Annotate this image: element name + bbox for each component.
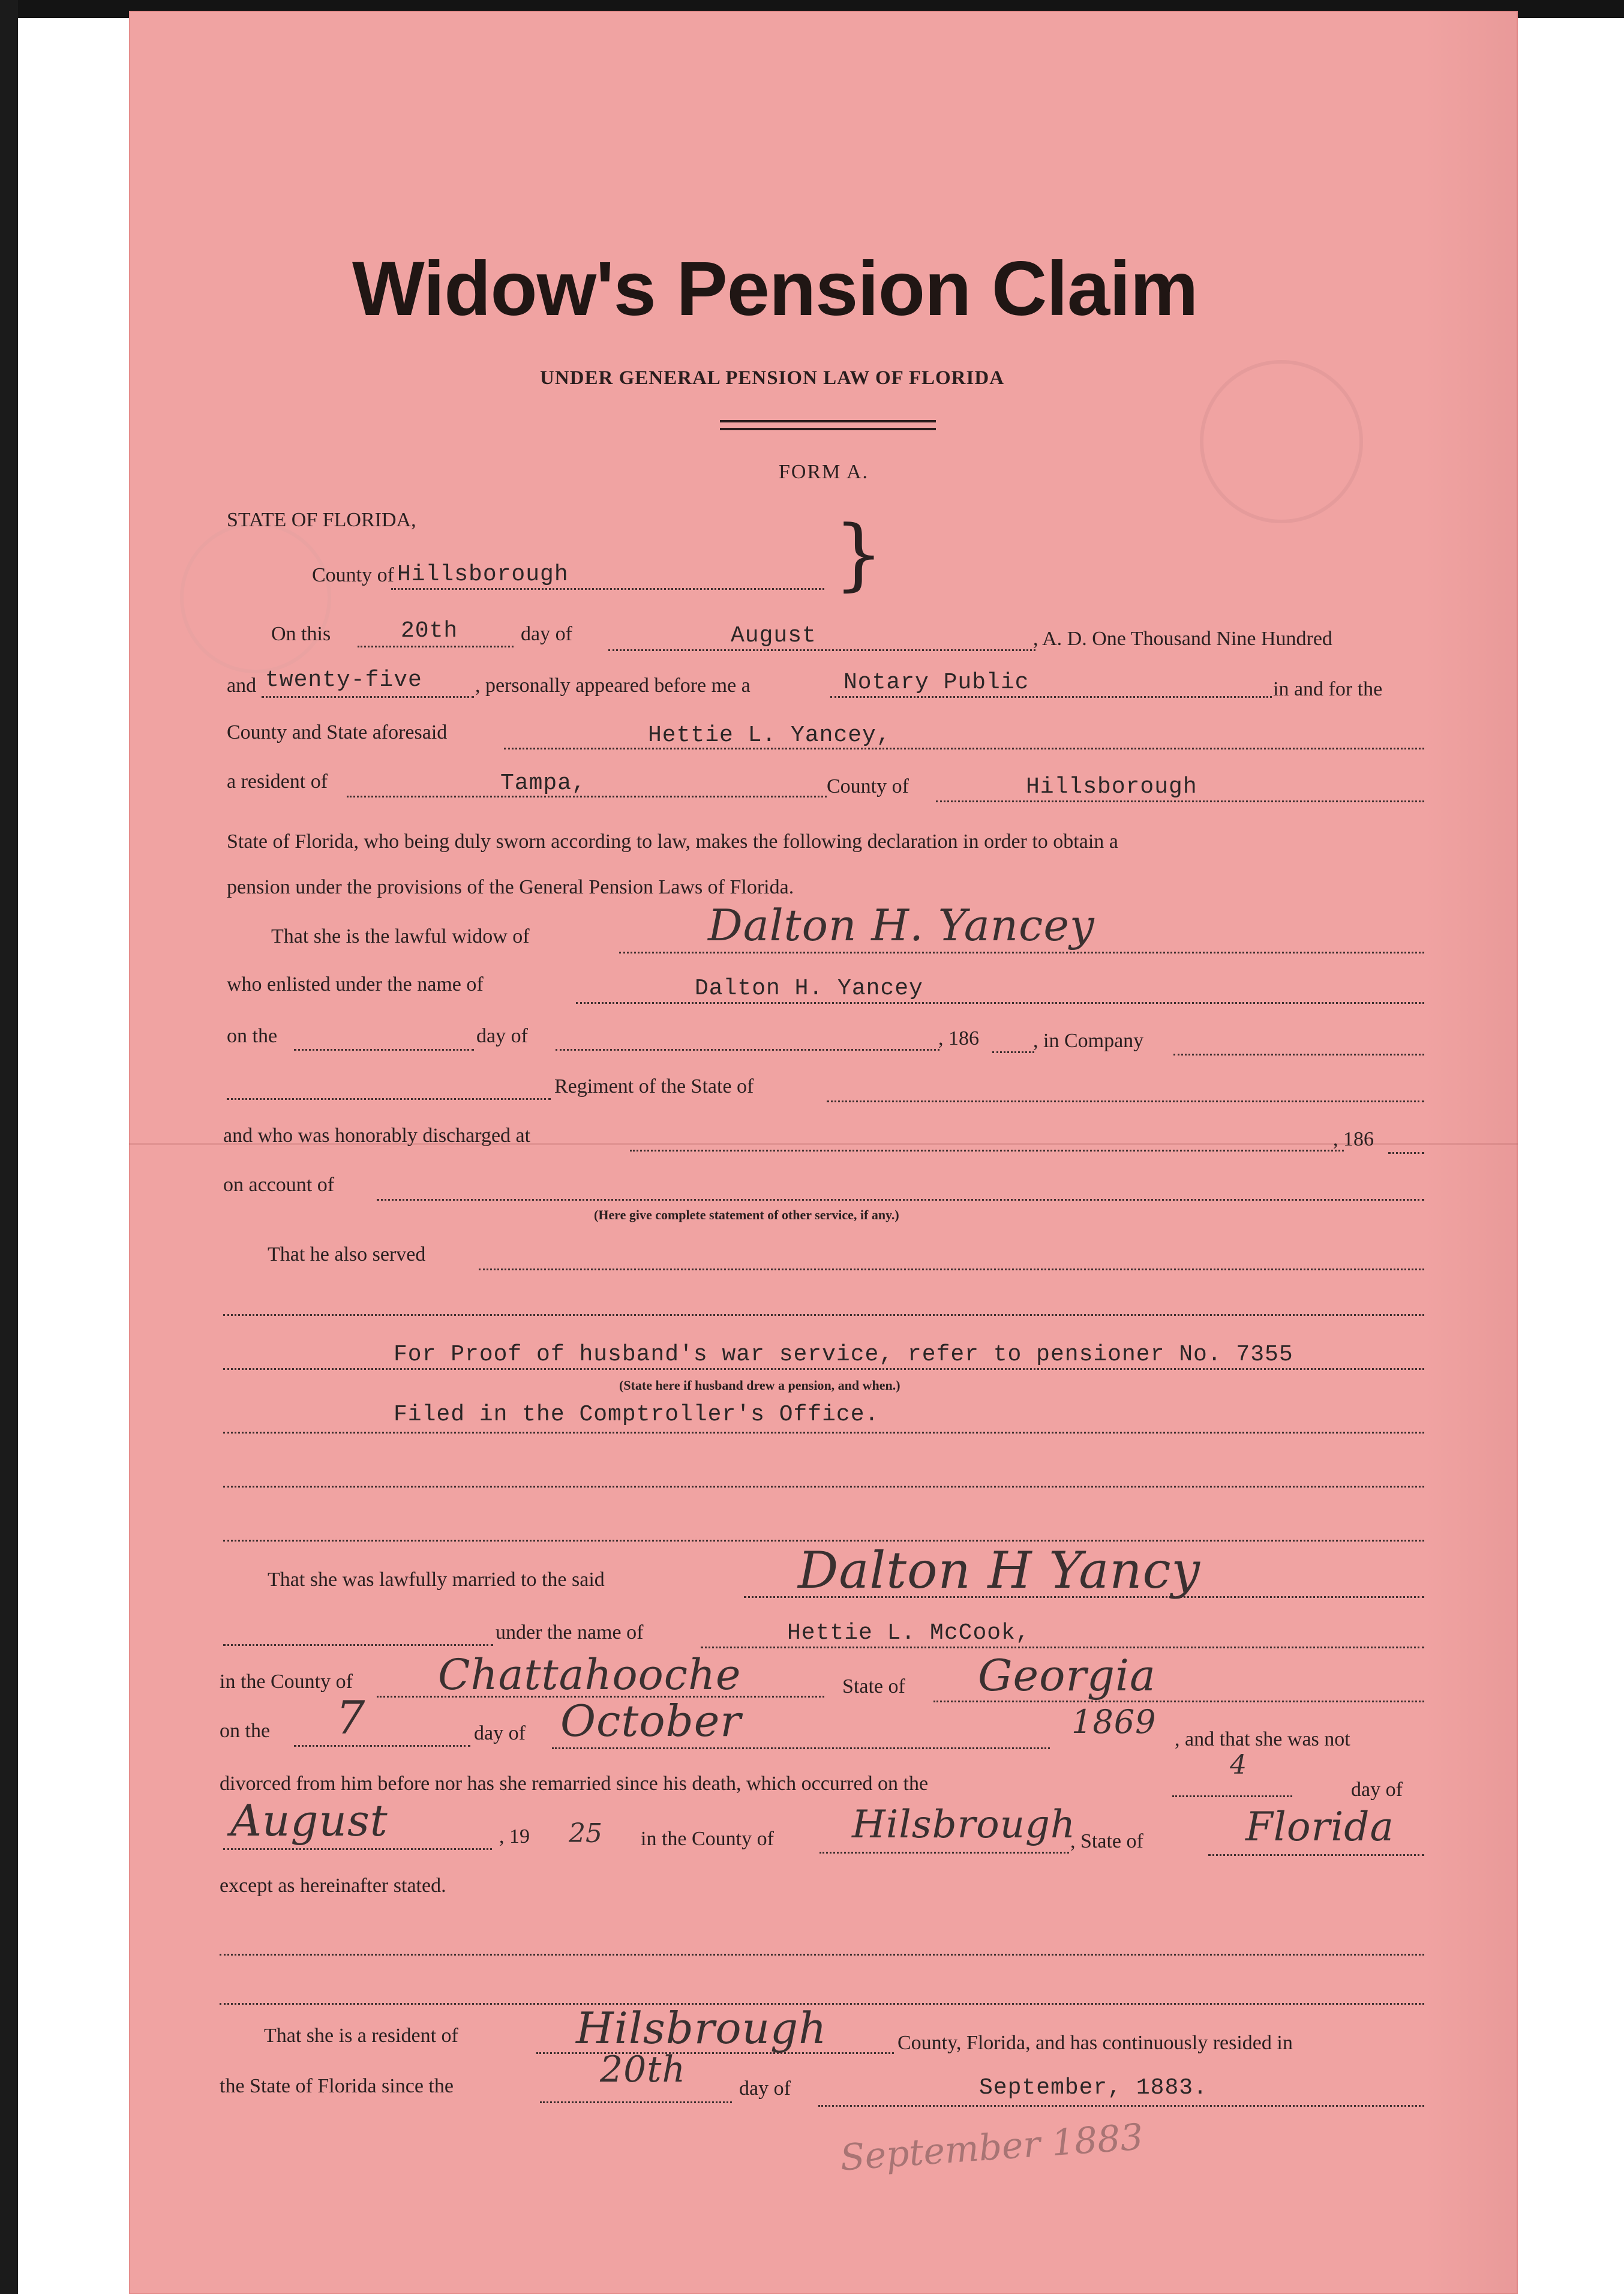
- day-line: [358, 646, 514, 647]
- county-state-aforesaid: County and State aforesaid: [227, 721, 448, 743]
- county-of-label: County of: [827, 775, 909, 797]
- embossed-seal-left: [180, 522, 331, 673]
- pension-note: (State here if husband drew a pension, and when.): [619, 1378, 900, 1393]
- enlist-year-label: , 186: [938, 1027, 979, 1049]
- paper-shade: [1425, 11, 1518, 2294]
- resident-county-line: [936, 800, 1424, 802]
- day-of-label: day of: [521, 623, 572, 645]
- divorce-text: divorced from him before nor has she remarried since his death, which occurred on the: [220, 1773, 929, 1795]
- except-rule-1: [220, 1954, 1424, 1956]
- marriage-day-of-label: day of: [474, 1722, 526, 1744]
- officer-line: [830, 696, 1272, 698]
- maiden-name-line: [701, 1647, 1424, 1648]
- marriage-state-line: [933, 1701, 1424, 1702]
- filed-rule: [223, 1432, 1424, 1434]
- resident-value: Hilsbrough: [576, 2003, 827, 2053]
- resident-of-label: a resident of: [227, 770, 328, 793]
- also-served-line: [479, 1269, 1424, 1270]
- claimant-line: [504, 748, 1424, 749]
- enlist-year-line: [992, 1051, 1034, 1053]
- discharged-label: and who was honorably discharged at: [223, 1124, 531, 1147]
- in-and-for-text: in and for the: [1273, 678, 1383, 700]
- filed-line: Filed in the Comptroller's Office.: [394, 1402, 879, 1428]
- death-day-value: 4: [1230, 1750, 1247, 1780]
- officer-value: Notary Public: [843, 670, 1029, 695]
- enlist-month-line: [556, 1049, 939, 1051]
- widow-of-label: That she is the lawful widow of: [271, 925, 530, 947]
- marriage-day-line: [294, 1745, 470, 1747]
- under-name-blank: [223, 1644, 493, 1646]
- title-rule-bottom: [720, 428, 936, 430]
- marriage-year-value: 1869: [1071, 1703, 1157, 1741]
- not-divorced-text: , and that she was not: [1175, 1728, 1350, 1750]
- except-text: except as hereinafter stated.: [220, 1875, 446, 1897]
- resident-county-value: Hillsborough: [1026, 774, 1197, 800]
- resident-label: That she is a resident of: [264, 2025, 458, 2047]
- marriage-county-label: in the County of: [220, 1671, 353, 1693]
- pencil-note: September 1883: [839, 2116, 1145, 2179]
- enlist-day-line: [294, 1049, 474, 1051]
- enlisted-value: Dalton H. Yancey: [695, 976, 923, 1001]
- death-state-label: , State of: [1070, 1830, 1143, 1852]
- in-company-label: , in Company: [1033, 1030, 1144, 1052]
- death-day-of-label: day of: [1351, 1779, 1403, 1801]
- form-subtitle: UNDER GENERAL PENSION LAW OF FLORIDA: [540, 367, 1005, 389]
- resided-text: County, Florida, and has continuously resided in: [897, 2032, 1293, 2054]
- state-county-brace: }: [834, 508, 884, 599]
- also-served-line-2: [223, 1314, 1424, 1316]
- sworn-text-1: State of Florida, who being duly sworn according to law, makes the following declaration in order to obtain a: [227, 830, 1118, 853]
- death-month-value: August: [230, 1795, 388, 1846]
- death-state-line: [1208, 1854, 1424, 1856]
- account-of-line: [377, 1199, 1424, 1201]
- county-line: [391, 588, 824, 590]
- and-label: and: [227, 674, 257, 697]
- account-of-label: on account of: [223, 1174, 335, 1196]
- marriage-on-the-label: on the: [220, 1720, 271, 1742]
- marriage-county-value: Chattahooche: [438, 1650, 742, 1699]
- month-line: [608, 649, 1035, 651]
- scan-edge-left: [0, 0, 18, 2294]
- also-served-label: That he also served: [268, 1243, 426, 1266]
- death-month-line: [223, 1848, 492, 1850]
- death-county-value: Hilsbrough: [852, 1803, 1076, 1847]
- embossed-seal: [1200, 360, 1363, 523]
- marriage-month-value: October: [560, 1696, 742, 1746]
- since-date-value: September, 1883.: [979, 2075, 1208, 2101]
- maiden-name-value: Hettie L. McCook,: [787, 1620, 1030, 1646]
- discharged-line: [630, 1150, 1344, 1152]
- title-rule-top: [720, 420, 936, 422]
- death-county-label: in the County of: [641, 1828, 774, 1850]
- form-label: FORM A.: [779, 461, 869, 483]
- proof-line: For Proof of husband's war service, refer to pensioner No. 7355: [394, 1342, 1293, 1368]
- marriage-day-value: 7: [336, 1691, 366, 1744]
- regiment-state-line: [827, 1100, 1424, 1102]
- city-line: [347, 796, 827, 797]
- enlisted-line: [576, 1002, 1424, 1004]
- regiment-label: Regiment of the State of: [554, 1075, 754, 1097]
- appeared-text: , personally appeared before me a: [475, 674, 751, 697]
- blank-rule-1: [223, 1486, 1424, 1488]
- widow-of-value: Dalton H. Yancey: [708, 900, 1095, 950]
- company-line: [1173, 1054, 1424, 1055]
- since-day-value: 20th: [600, 2049, 686, 2091]
- marriage-state-label: State of: [842, 1675, 905, 1698]
- discharged-year-label: , 186: [1333, 1128, 1374, 1150]
- death-day-line: [1172, 1795, 1292, 1797]
- death-year-value: 25: [569, 1818, 602, 1849]
- resident-line: [536, 2052, 894, 2054]
- state-header: STATE OF FLORIDA,: [227, 509, 416, 531]
- since-date-line: [818, 2105, 1424, 2107]
- discharged-year-line: [1388, 1152, 1424, 1154]
- ad-text: , A. D. One Thousand Nine Hundred: [1033, 628, 1332, 650]
- proof-rule: [223, 1368, 1424, 1370]
- under-name-label: under the name of: [496, 1621, 644, 1644]
- since-day-of-label: day of: [739, 2077, 791, 2100]
- other-service-note: (Here give complete statement of other service, if any.): [594, 1207, 899, 1222]
- marriage-month-line: [552, 1747, 1050, 1749]
- form-title: Widow's Pension Claim: [352, 246, 1198, 332]
- year-value: twenty-five: [265, 667, 422, 693]
- month-value: August: [731, 623, 816, 649]
- on-this-label: On this: [271, 623, 331, 645]
- married-value: Dalton H Yancy: [798, 1541, 1200, 1600]
- married-line: [744, 1596, 1424, 1598]
- day-value: 20th: [401, 618, 458, 644]
- widow-of-line: [619, 952, 1424, 953]
- claimant-value: Hettie L. Yancey,: [648, 722, 891, 748]
- death-county-line: [819, 1852, 1069, 1854]
- enlisted-label: who enlisted under the name of: [227, 973, 484, 995]
- county-label: County of: [312, 564, 394, 586]
- since-text: the State of Florida since the: [220, 2075, 454, 2097]
- on-the-label: on the: [227, 1025, 278, 1047]
- regiment-line: [227, 1098, 551, 1100]
- enlist-day-of-label: day of: [476, 1025, 528, 1047]
- county-value: Hillsborough: [397, 562, 569, 587]
- marriage-state-value: Georgia: [978, 1650, 1156, 1701]
- pension-form-paper: [129, 11, 1518, 2294]
- sworn-text-2: pension under the provisions of the General Pension Laws of Florida.: [227, 876, 794, 898]
- death-year-prefix: , 19: [499, 1825, 530, 1848]
- year-line: [262, 696, 474, 698]
- married-label: That she was lawfully married to the said: [268, 1569, 605, 1591]
- since-day-line: [540, 2101, 732, 2103]
- death-state-value: Florida: [1245, 1804, 1394, 1850]
- city-value: Tampa,: [500, 770, 586, 796]
